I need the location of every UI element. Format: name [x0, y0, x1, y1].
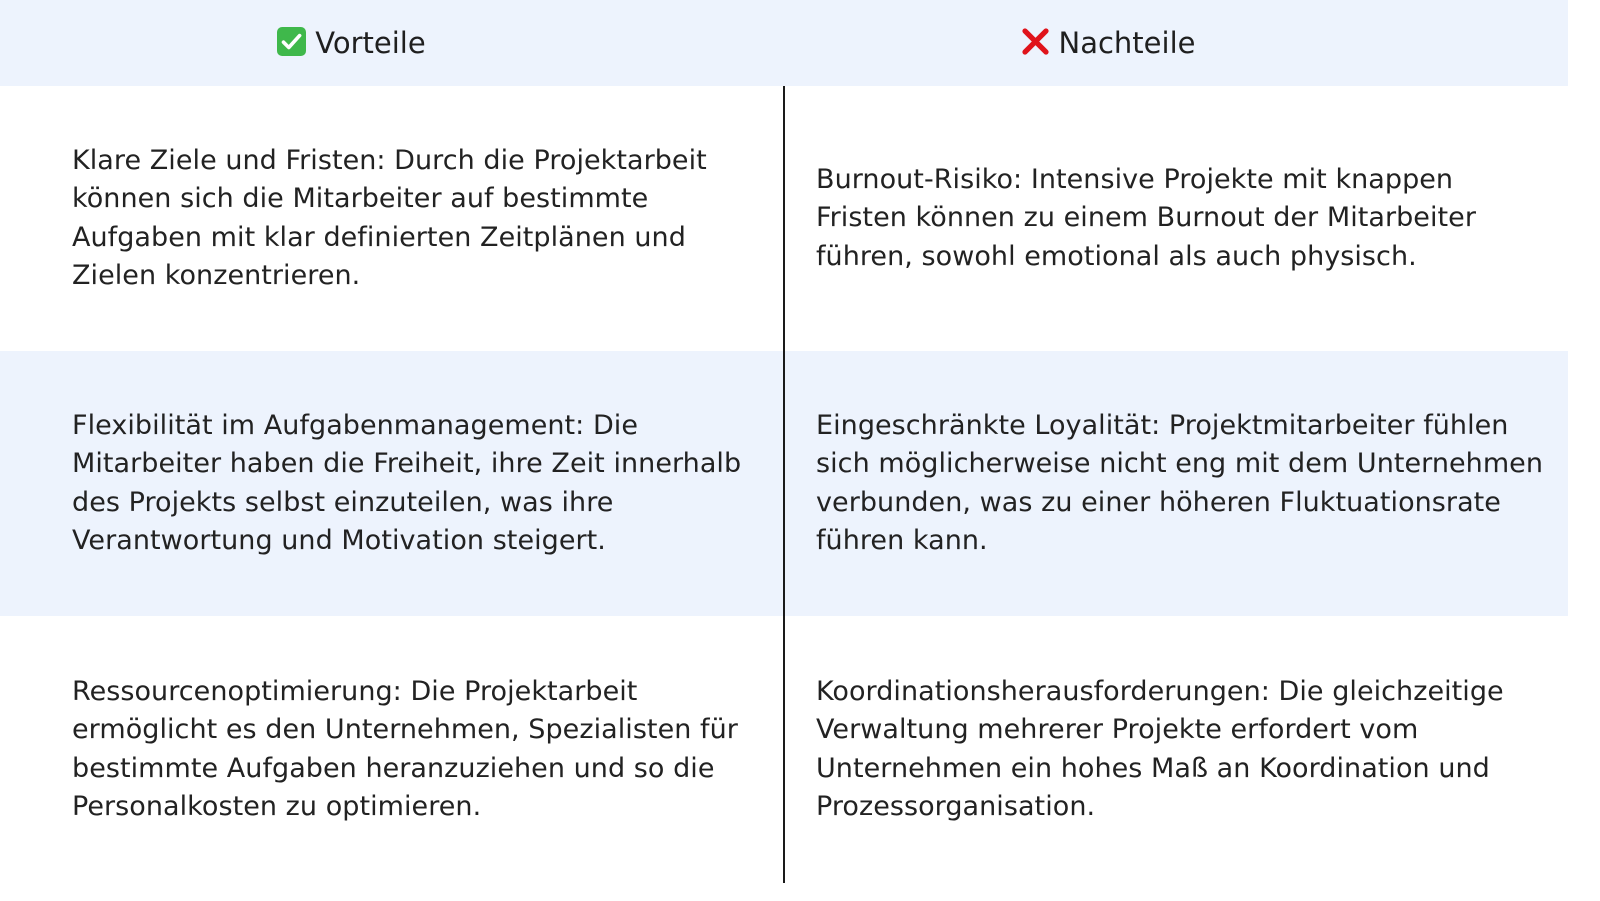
- column-divider: [783, 86, 785, 883]
- pro-text: Flexibilität im Aufgabenmanagement: Die Mitarbeiter haben die Freiheit, ihre Zeit innerhalb des Projekts selbst einzuteilen, was ihre Verantwortung und Motivation steigert.: [72, 409, 742, 556]
- pro-cell: [72, 351, 752, 616]
- pro-text: Klare Ziele und Fristen: Durch die Projektarbeit können sich die Mitarbeiter auf bestimmte Aufgaben mit klar definierten Zeitplänen und Zielen konzentrieren.: [72, 144, 707, 291]
- header-cons-label: Nachteile: [1058, 26, 1196, 60]
- header-pros: [0, 0, 703, 86]
- pro-text: Ressourcenoptimierung: Die Projektarbeit ermöglicht es den Unternehmen, Spezialisten für bestimmte Aufgaben heranzuziehen und so die Personalkosten zu optimieren.: [72, 675, 738, 822]
- table-header: [0, 0, 1568, 86]
- pro-cell: [72, 616, 752, 883]
- pro-cell: [72, 86, 752, 351]
- con-text: Burnout-Risiko: Intensive Projekte mit knappen Fristen können zu einem Burnout der Mitarbeiter führen, sowohl emotional als auch physisch.: [816, 164, 1476, 272]
- check-mark-button-icon: [277, 27, 306, 56]
- con-text: Eingeschränkte Loyalität: Projektmitarbeiter fühlen sich möglicherweise nicht eng mit dem Unternehmen verbunden, was zu einer höheren Fluktuationsrate führen kann.: [816, 409, 1543, 556]
- con-cell: [816, 86, 1546, 351]
- con-cell: [816, 616, 1546, 883]
- header-cons: [784, 0, 1432, 86]
- con-text: Koordinationsherausforderungen: Die gleichzeitige Verwaltung mehrerer Projekte erfordert vom Unternehmen ein hohes Maß an Koordination und Prozessorganisation.: [816, 675, 1504, 822]
- cross-mark-icon: [1021, 27, 1050, 56]
- con-cell: [816, 351, 1546, 616]
- header-pros-label: Vorteile: [315, 26, 426, 60]
